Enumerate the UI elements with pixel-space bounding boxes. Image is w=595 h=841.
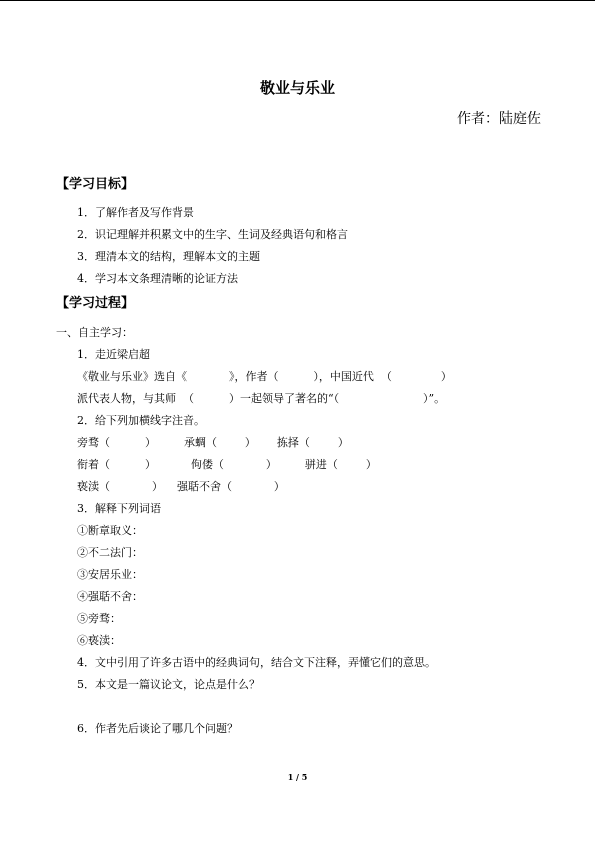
term-item: ⑤旁骛： bbox=[77, 612, 121, 625]
term-item: ④强聒不舍： bbox=[77, 590, 143, 603]
objective-item: 3．理清本文的结构，理解本文的主题 bbox=[77, 250, 260, 263]
objective-item: 2．识记理解并积累文中的生字、生词及经典语句和格言 bbox=[77, 228, 348, 241]
process-heading: 【学习过程】 bbox=[56, 296, 135, 311]
term-item: ②不二法门： bbox=[77, 546, 143, 559]
step1-line2: 派代表人物，与其师 （ ）一起领导了著名的“（ ）”。 bbox=[77, 392, 446, 405]
objective-item: 1．了解作者及写作背景 bbox=[77, 206, 194, 219]
question-4: 4．文中引用了许多古语中的经典词句，结合文下注释，弄懂它们的意思。 bbox=[77, 656, 436, 669]
page-number: 1 / 5 bbox=[287, 772, 308, 782]
step2-label: 2．给下列加横线字注音。 bbox=[77, 414, 205, 427]
step1-label: 1．走近梁启超 bbox=[77, 348, 150, 361]
question-6: 6．作者先后谈论了哪几个问题？ bbox=[77, 722, 238, 735]
objective-item: 4．学习本文条理清晰的论证方法 bbox=[77, 272, 238, 285]
step3-label: 3．解释下列词语 bbox=[77, 502, 161, 515]
author-line: 作者：陆庭佐 bbox=[457, 111, 541, 127]
step1-line1: 《敬业与乐业》选自《 》，作者（ ），中国近代 （ ） bbox=[77, 370, 452, 383]
term-item: ③安居乐业： bbox=[77, 568, 143, 581]
part-one-label: 一、自主学习： bbox=[56, 326, 133, 339]
page-title: 敬业与乐业 bbox=[259, 79, 335, 97]
objectives-heading: 【学习目标】 bbox=[56, 177, 135, 192]
step2-row2: 衔着（ ） 佝偻（ ） 骈进（ ） bbox=[77, 458, 377, 471]
term-item: ①断章取义： bbox=[77, 524, 143, 537]
term-item: ⑥亵渎： bbox=[77, 634, 121, 647]
step2-row1: 旁骛（ ） 承蜩（ ） 拣择（ ） bbox=[77, 436, 349, 449]
question-5: 5．本文是一篇议论文，论点是什么？ bbox=[77, 678, 260, 691]
top-rule bbox=[0, 0, 595, 1]
step2-row3: 亵渎（ ） 强聒不舍（ ） bbox=[77, 480, 285, 493]
